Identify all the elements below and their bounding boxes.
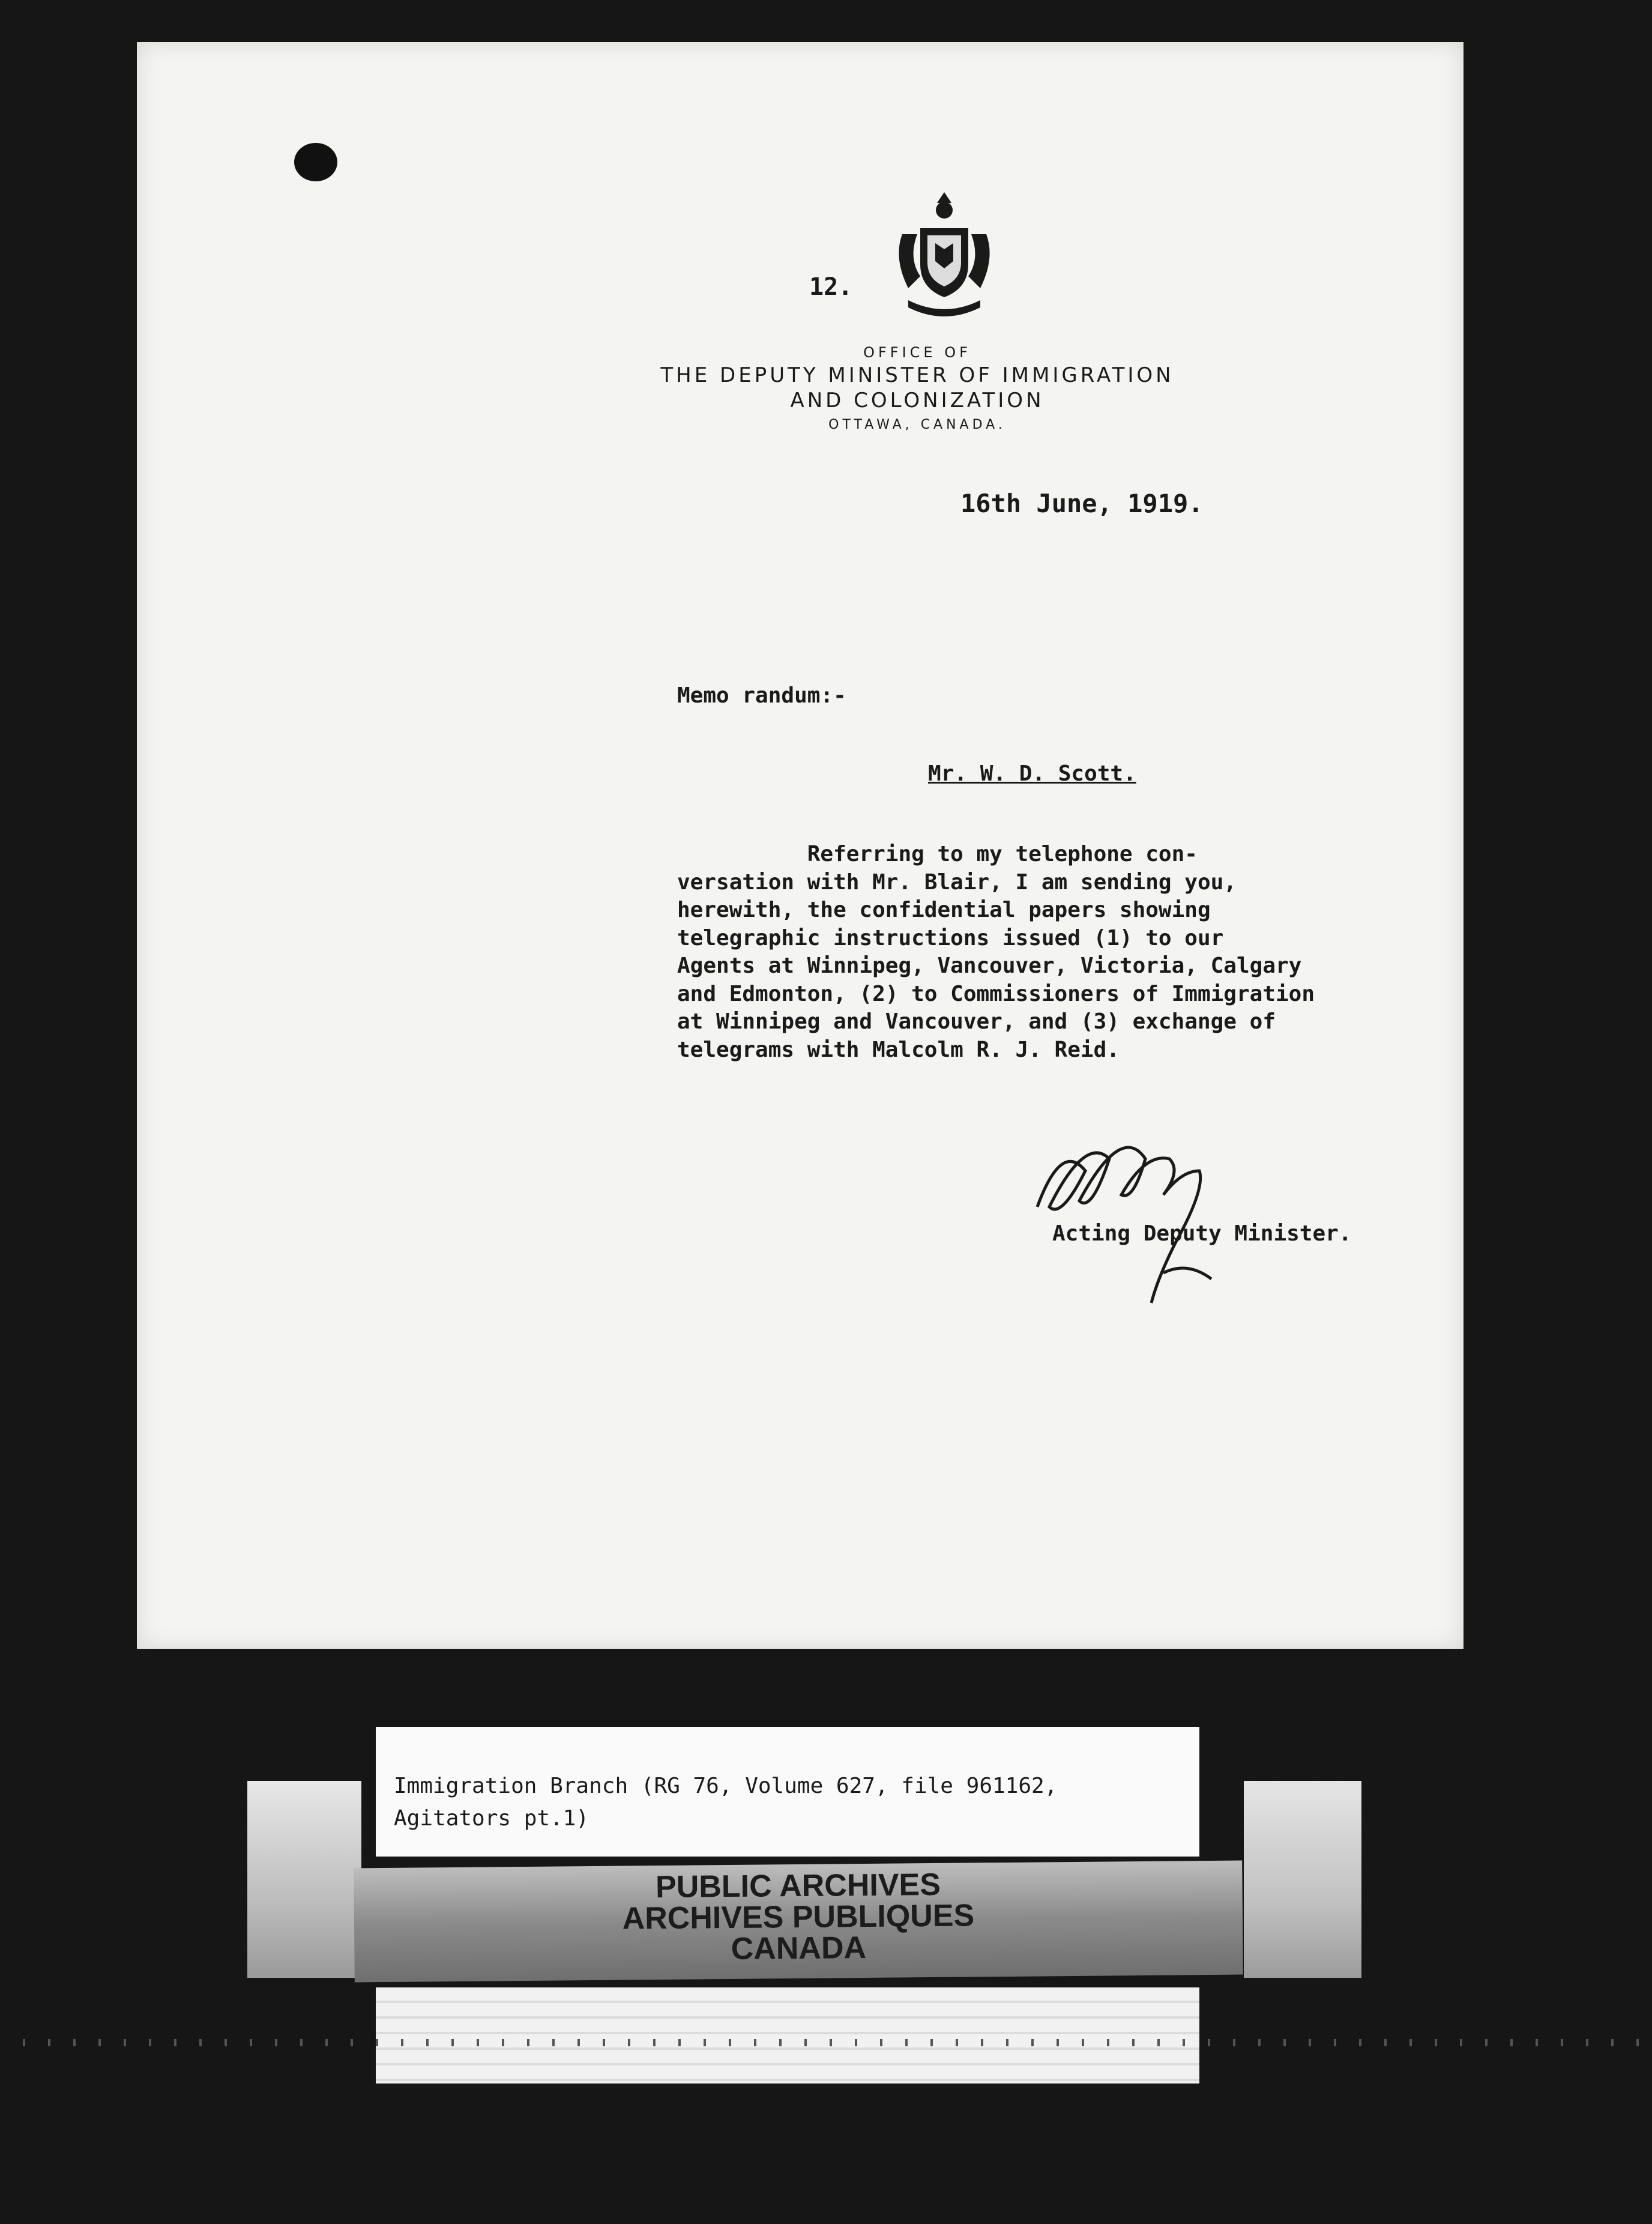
letterhead [557, 342, 1277, 437]
page-number: 12. [809, 273, 853, 301]
archive-tab-left [247, 1781, 361, 1978]
letter-body: Referring to my telephone con- versation with Mr. Blair, I am sending you, herewith, the confidential papers showing telegraphic instructions issued (1) to our Agents at Winnipeg, Vancouver, Victoria, Calgary and Edmonton, (2) to Commissioners of Immigration at Winnipeg and Vancouver, and (3) exchange of telegrams with Malcolm R. J. Reid. [677, 842, 1315, 1062]
letterhead-city: OTTAWA, CANADA. [828, 417, 1006, 432]
addressee: Mr. W. D. Scott. [928, 761, 1136, 786]
letterhead-subtitle: AND COLONIZATION [790, 388, 1045, 412]
stamp-line-2: ARCHIVES PUBLIQUES [622, 1898, 975, 1936]
coat-of-arms-icon [884, 186, 1004, 324]
stamp-line-3: CANADA [731, 1930, 867, 1966]
letterhead-title: THE DEPUTY MINISTER OF IMMIGRATION [660, 363, 1174, 387]
memo-label: Memo randum:- [677, 683, 846, 708]
punch-hole [294, 143, 337, 181]
archives-stamp [354, 1861, 1243, 1983]
letterhead-office: OFFICE OF [863, 344, 971, 361]
stamp-line-1: PUBLIC ARCHIVES [655, 1867, 941, 1905]
stamp-text [354, 1867, 1243, 1968]
archive-tab-base [376, 1987, 1199, 2083]
signature-title: Acting Deputy Minister. [1052, 1221, 1352, 1246]
archive-tab-right [1244, 1781, 1361, 1978]
letter-sheet [137, 42, 1464, 1649]
letter-date: 16th June, 1919. [960, 489, 1204, 518]
archive-label-text: Immigration Branch (RG 76, Volume 627, file 961162, Agitators pt.1) [394, 1774, 1058, 1831]
film-edge-ticks [0, 2039, 1652, 2046]
